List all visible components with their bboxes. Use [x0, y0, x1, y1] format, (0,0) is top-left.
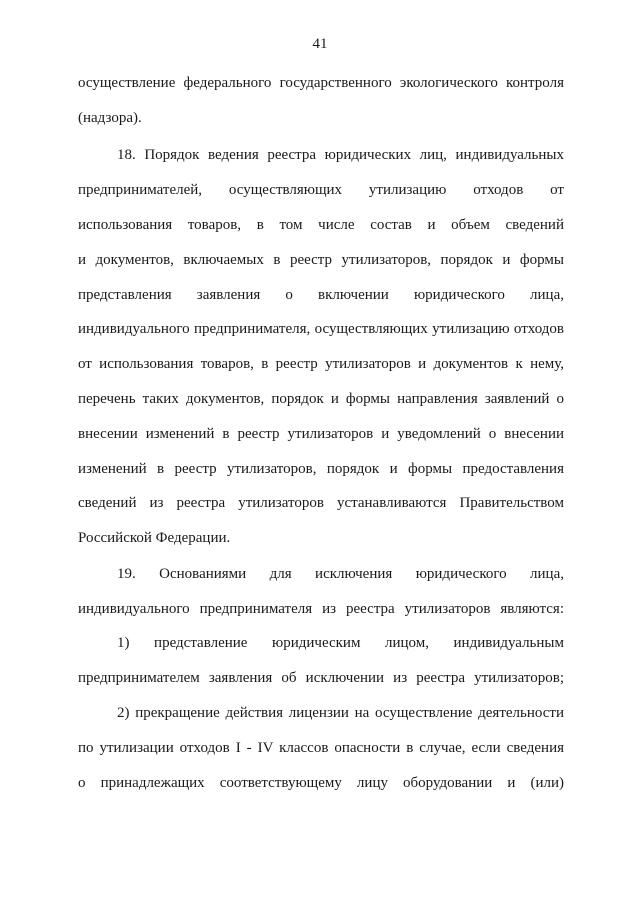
text-line: представления заявления о включении юридического лица, — [78, 287, 564, 303]
text-line: внесении изменений в реестр утилизаторов и уведомлений о внесении — [78, 426, 564, 442]
text-line: перечень таких документов, порядок и формы направления заявлений о — [78, 391, 564, 407]
text-line: осуществление федерального государственного экологического контроля — [78, 75, 564, 91]
text-line: индивидуального предпринимателя, осуществляющих утилизацию отходов — [78, 321, 564, 337]
text-line: изменений в реестр утилизаторов, порядок и формы предоставления — [78, 461, 564, 477]
text-line: от использования товаров, в реестр утилизаторов и документов к нему, — [78, 356, 564, 372]
text-line: и документов, включаемых в реестр утилизаторов, порядок и формы — [78, 252, 564, 268]
text-line: предпринимателей, осуществляющих утилизацию отходов от — [78, 182, 564, 198]
text-line: использования товаров, в том числе состав и объем сведений — [78, 217, 564, 233]
list-item-1-first-line: 1) представление юридическим лицом, индивидуальным — [117, 635, 564, 651]
page-number: 41 — [312, 36, 328, 52]
text-line: Российской Федерации. — [78, 530, 231, 546]
text-line: по утилизации отходов I - IV классов опасности в случае, если сведения — [78, 740, 564, 756]
text-line: сведений из реестра утилизаторов устанавливаются Правительством — [78, 495, 564, 511]
text-line: предпринимателем заявления об исключении из реестра утилизаторов; — [78, 670, 564, 686]
paragraph-18-first-line: 18. Порядок ведения реестра юридических лиц, индивидуальных — [117, 147, 564, 163]
text-line: (надзора). — [78, 110, 142, 126]
list-item-2-first-line: 2) прекращение действия лицензии на осуществление деятельности — [117, 705, 564, 721]
text-line: о принадлежащих соответствующему лицу оборудовании и (или) — [78, 775, 564, 791]
paragraph-19-first-line: 19. Основаниями для исключения юридического лица, — [117, 566, 564, 582]
text-line: индивидуального предпринимателя из реестра утилизаторов являются: — [78, 601, 564, 617]
